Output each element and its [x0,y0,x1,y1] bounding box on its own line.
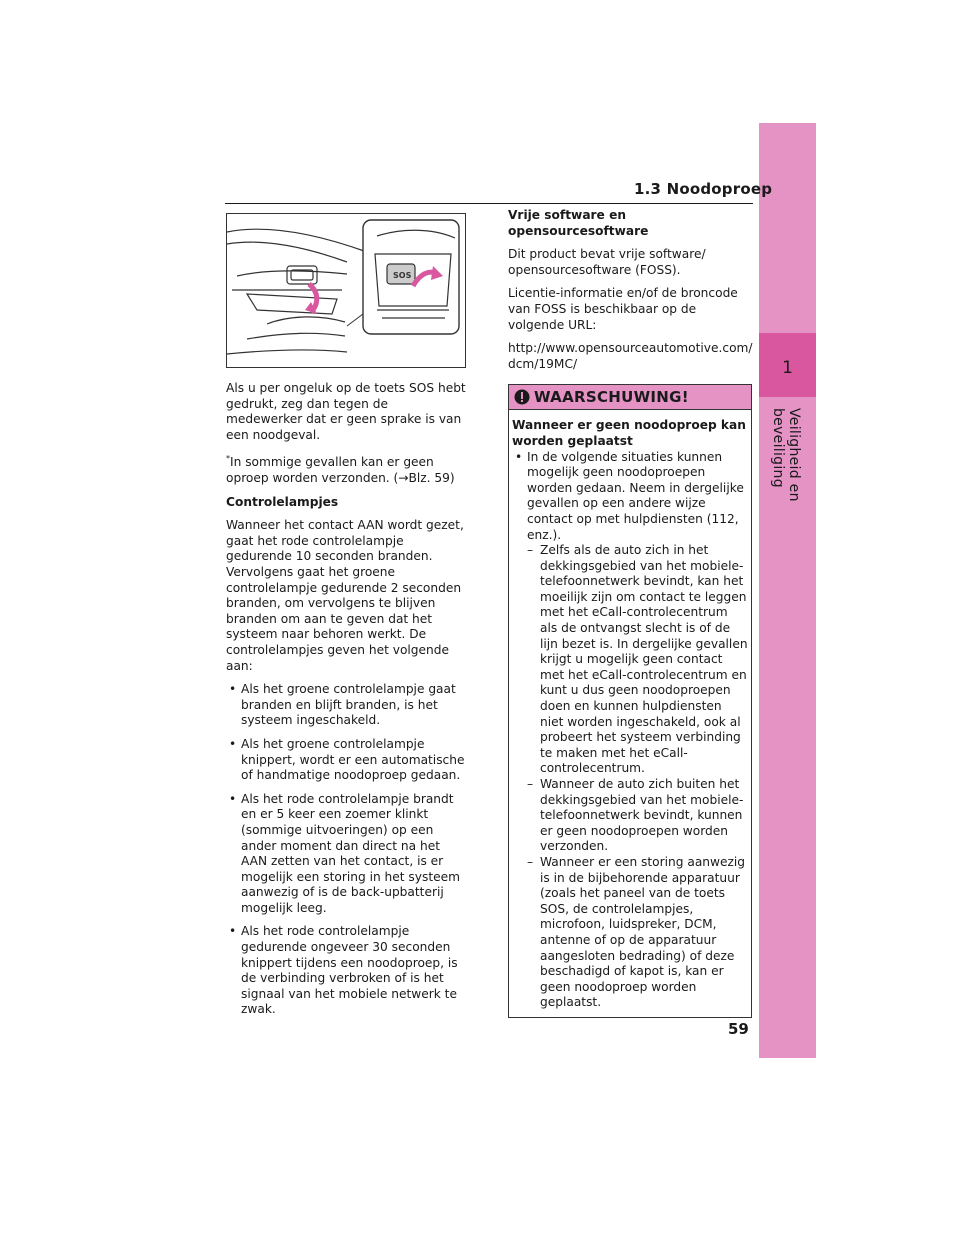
right-column [508,208,752,1018]
warning-bullet: • In de volgende situaties kunnen mogelijk geen noodoproepen worden gedaan. Neem in dergelijke gevallen op een andere wijze contact op met hulpdiensten (112, enz.). [512,450,748,544]
chapter-number: 1 [782,358,793,378]
warning-subheading: Wanneer er geen noodoproep kan worden geplaatst [512,418,746,448]
indicator-bullet: • Als het rode controlelampje brandt en er 5 keer een zoemer klinkt (sommige uitvoeringen) op een ander moment dan direct na het AAN zetten van het contact, is er mogelijk een storing in het systeem aanwezig of is de back-upbatterij mogelijk leeg. [226,792,466,917]
warning-title-bar [509,385,751,410]
warning-icon [513,389,531,405]
page-number: 59 [728,1020,749,1038]
footnote-mark: * [226,454,230,464]
warning-title: WAARSCHUWING! [534,388,689,407]
sos-button-illustration [226,213,466,368]
foss-license-text: Licentie-informatie en/of de broncode van FOSS is beschikbaar op de volgende URL: [508,286,738,332]
side-tab [759,123,816,1058]
indicator-heading: Controlelampjes [226,494,339,509]
section-header: 1.3 Noodoproep [634,180,773,198]
warning-dash-item: – Wanneer er een storing aanwezig is in de bijbehorende apparatuur (zoals het paneel van de toets SOS, de controlelampjes, microfoon, luidspreker, DCM, antenne of op de apparatuur aangesloten bedrading) of deze beschadigd of kapot is, kan er geen noodoproep worden geplaatst. [512,855,748,1011]
foss-text: Dit product bevat vrije software/ opensourcesoftware (FOSS). [508,247,706,277]
warning-body [509,410,751,1017]
indicator-bullet: • Als het groene controlelampje gaat branden en blijft branden, is het systeem ingeschakeld. [226,682,466,729]
footnote [226,451,466,486]
header-rule [225,203,753,204]
foss-url: http://www.opensourceautomotive.com/ dcm/19MC/ [508,341,753,371]
footnote-text: In sommige gevallen kan er geen oproep worden verzonden. (→Blz. 59) [226,455,455,486]
accidental-press-text: Als u per ongeluk op de toets SOS hebt gedrukt, zeg dan tegen de medewerker dat er geen sprake is van een noodgeval. [226,381,466,442]
indicator-bullet: • Als het groene controlelampje knippert, wordt er een automatische of handmatige noodoproep gedaan. [226,737,466,784]
chapter-label: Veiligheid en beveiliging [770,408,802,502]
figure-sos-label: SOS [393,271,412,280]
foss-heading: Vrije software en opensourcesoftware [508,208,649,238]
indicator-bullet: • Als het rode controlelampje gedurende ongeveer 30 seconden knippert tijdens een noodoproep, is de verbinding verbroken of is het signaal van het mobiele netwerk te zwak. [226,924,466,1018]
warning-dash-item: – Wanneer de auto zich buiten het dekkingsgebied van het mobiele-telefoonnetwerk bevindt, kunnen er geen noodoproepen worden verzonden. [512,777,748,855]
indicator-intro: Wanneer het contact AAN wordt gezet, gaat het rode controlelampje gedurende 10 seconden branden. Vervolgens gaat het groene controlelampje gedurende 2 seconden branden, om vervolgens te blijven branden om aan te geven dat het systeem naar behoren werkt. De controlelampjes geven het volgende aan: [226,518,464,673]
left-column [226,213,466,1026]
warning-dash-item: – Zelfs als de auto zich in het dekkingsgebied van het mobiele-telefoonnetwerk bevindt, kan het moeilijk zijn om contact te leggen met het eCall-controlecentrum als de ontvangst slecht is of de lijn bezet is. In dergelijke gevallen krijgt u mogelijk geen contact met het eCall-controlecentrum en kunt u dus geen noodoproepen doen en kunnen hulpdiensten niet worden ingeschakeld, ook al probeert het systeem verbinding te maken met het eCall-controlecentrum. [512,543,748,777]
warning-box [508,384,752,1018]
